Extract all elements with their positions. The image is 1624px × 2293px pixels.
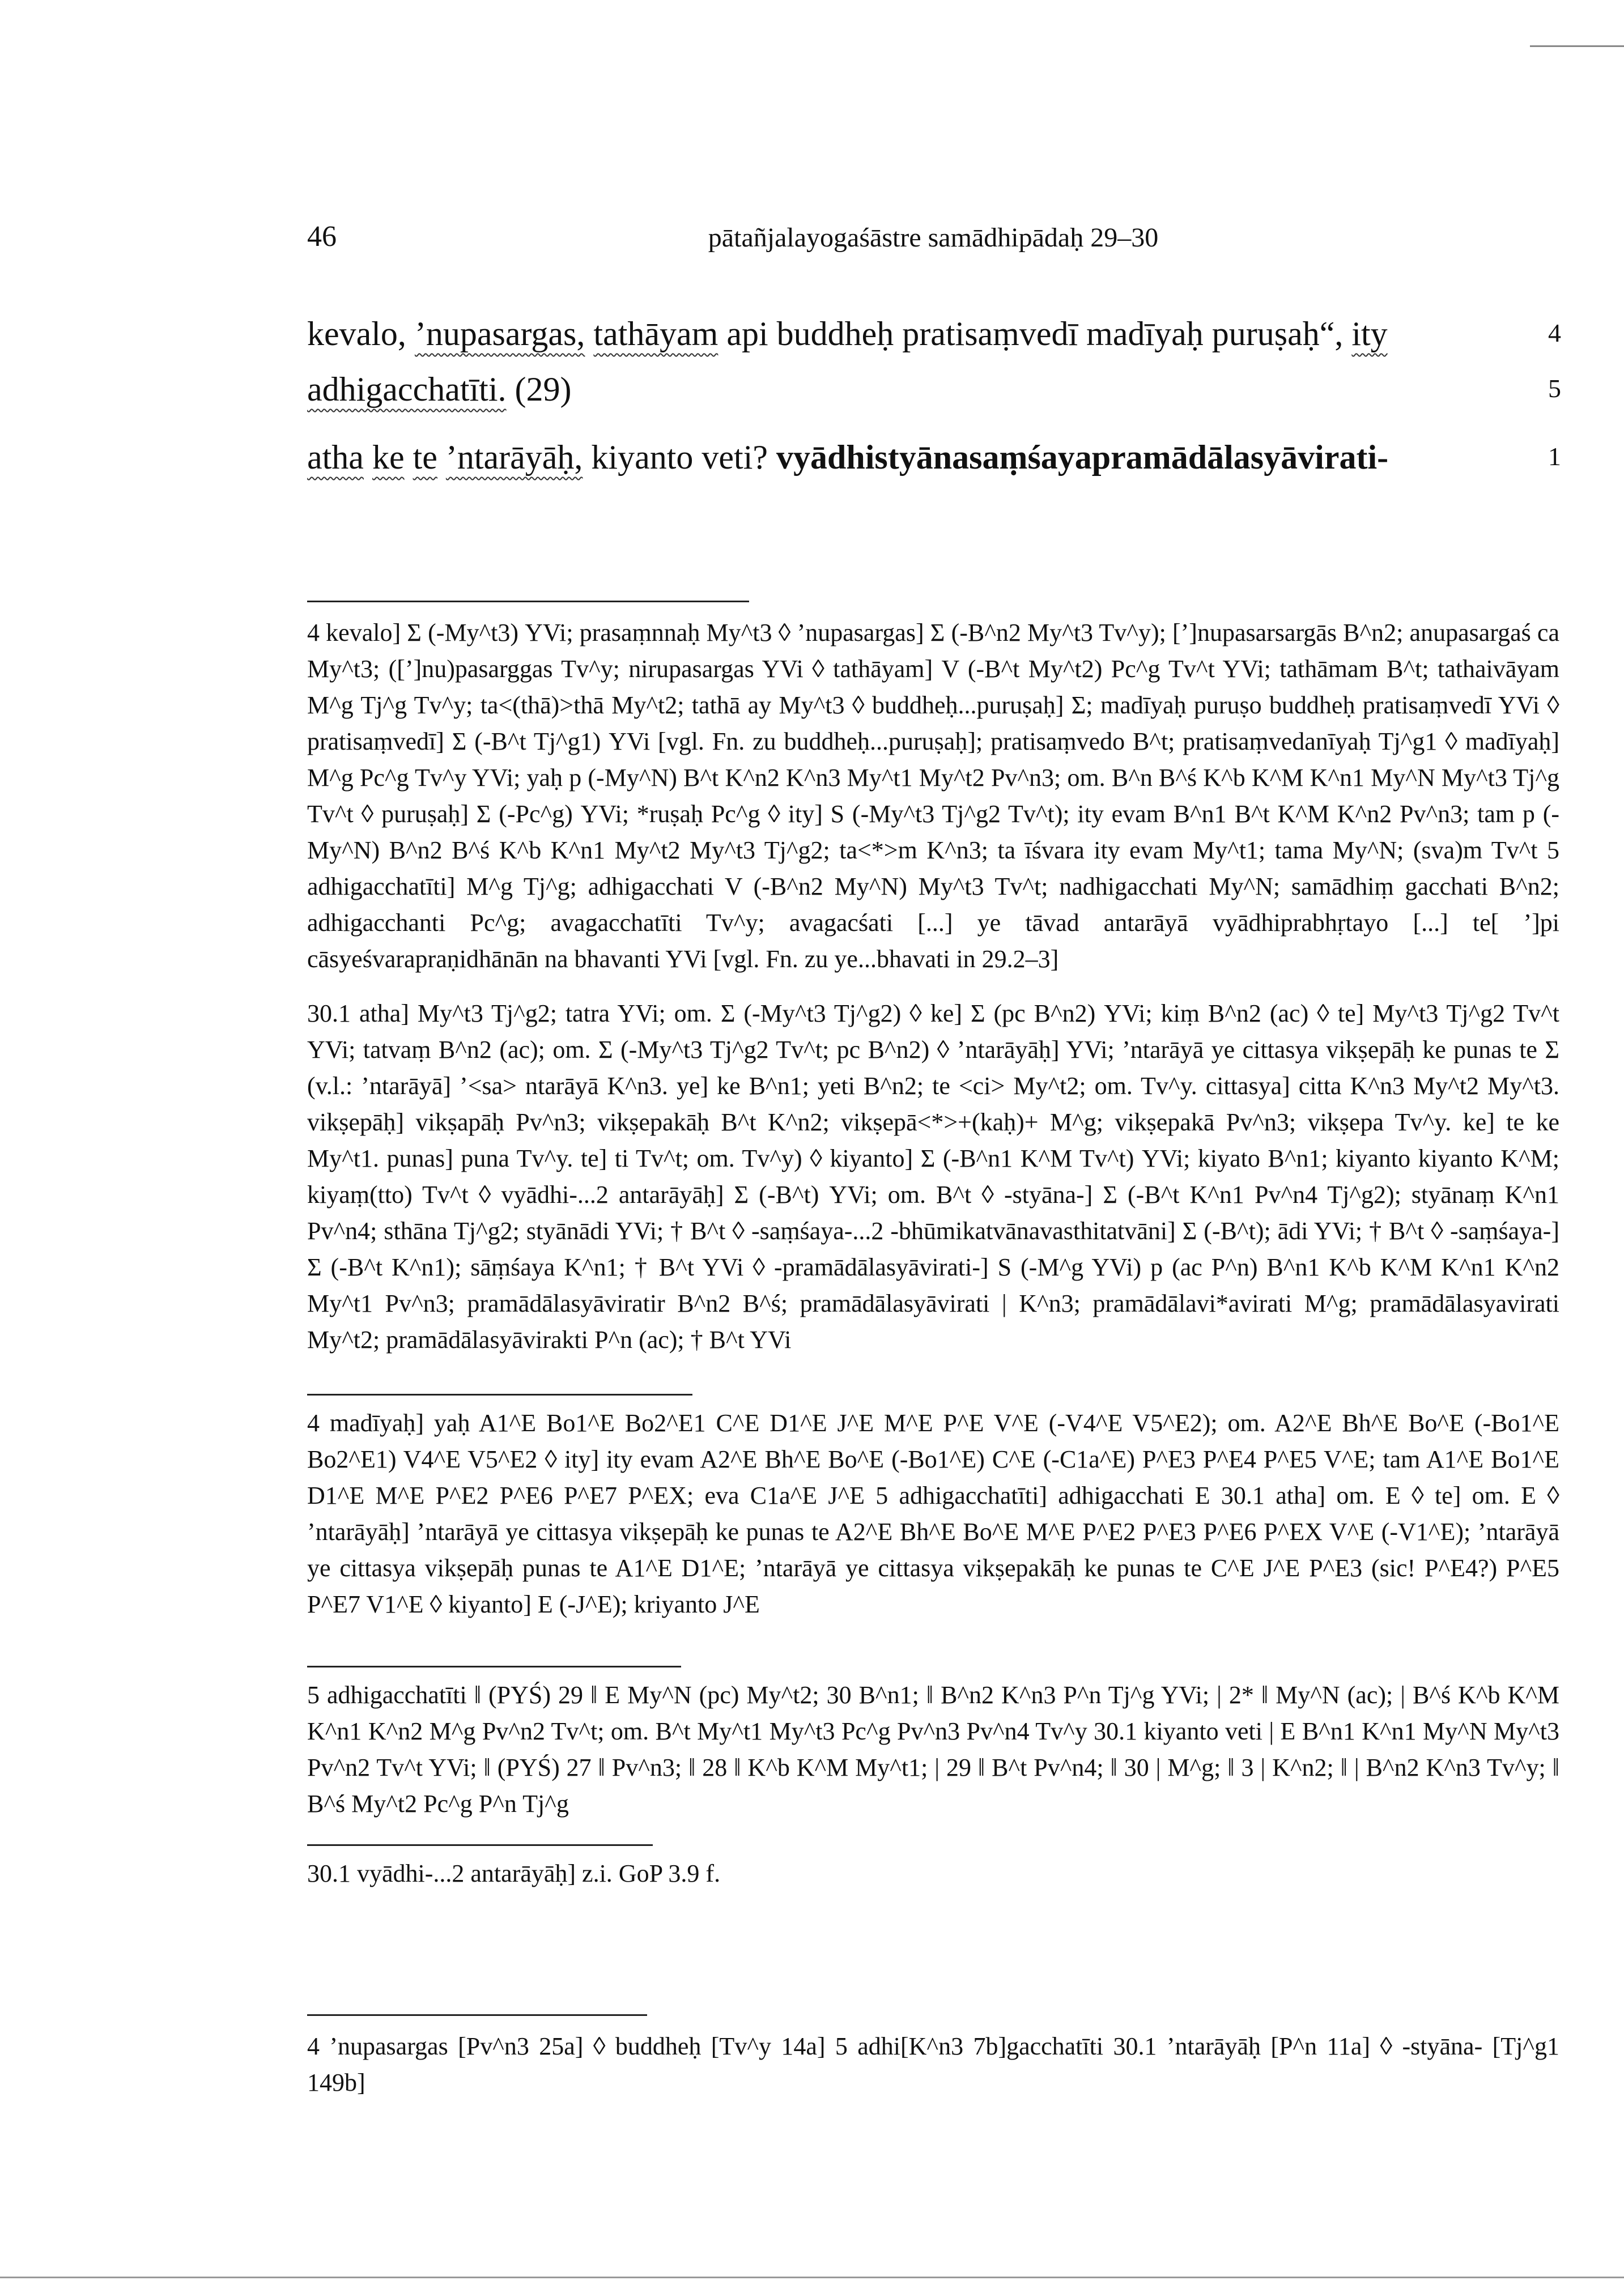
apparatus-entry: 4 ’nupasargas [Pv^n3 25a] ◊ buddheḥ [Tv^y 14a] 5 adhi[K^n3 7b]gacchatīti 30.1 ’ntarāyāḥ [P^n 11a] ◊ -styāna- [Tj^g1 149b]	[307, 2032, 1559, 2096]
apparatus-entry: 30.1 atha] My^t3 Tj^g2; tatra YVi; om. Σ (-My^t3 Tj^g2) ◊ ke] Σ (pc B^n2) YVi; kiṃ B^n2 (ac) ◊ te] My^t3 Tj^g2 Tv^t YVi; tatvaṃ B^n2 (ac); om. Σ (-My^t3 Tj^g2 Tv^t; pc B^n2) ◊ ’ntarāyāḥ] YVi; ’ntarāyā ye cittasya vikṣepāḥ ke punas te Σ (v.l.: ’ntarāyā] ’<sa> ntarāyā K^n3. ye] ke B^n1; yeti B^n2; te <ci> My^t2; om. Tv^y. cittasya] citta K^n3 My^t2 My^t3. vikṣepāḥ] vikṣapāḥ Pv^n3; vikṣepakāḥ B^t K^n2; vikṣepā<*>+(kaḥ)+ M^g; vikṣepakā Pv^n3; vikṣepa Tv^y. ke] te ke My^t1. punas] puna Tv^y. te] ti Tv^t; om. Tv^y) ◊ kiyanto] Σ (-B^n1 K^M Tv^t) YVi; kiyato B^n1; kiyanto kiyanto K^M; kiyaṃ(tto) Tv^t ◊ vyādhi-...2 antarāyāḥ] Σ (-B^t) YVi; om. B^t ◊ -styāna-] Σ (-B^t K^n1 Pv^n4 Tj^g2); styānaṃ K^n1 Pv^n4; sthāna Tj^g2; styānādi YVi; † B^t ◊ -saṃśaya-...2 -bhūmikatvānavasthitatvāni] Σ (-B^t); ādi YVi; † B^t ◊ -saṃśaya-] Σ (-B^t K^n1); sāṃśaya K^n1; † B^t YVi ◊ -pramādālasyāvirati-] S (-M^g YVi) p (ac P^n) B^n1 K^b K^M K^n1 K^n2 My^t1 Pv^n3; pramādālasyāviratir B^n2 B^ś; pramādālasyāvirati | K^n3; pramādālavi*avirati M^g; pramādālasyavirati My^t2; pramādālasyāvirakti P^n (ac); † B^t YVi	[307, 999, 1559, 1354]
testimonia	[307, 1856, 1559, 1910]
page-header	[307, 220, 1559, 259]
apparatus-manuscripts	[307, 615, 1559, 1376]
apparatus-editions	[307, 1405, 1559, 1641]
apparatus-entry: 4 madīyaḥ] yaḥ A1^E Bo1^E Bo2^E1 C^E D1^E J^E M^E P^E V^E (-V4^E V5^E2); om. A2^E Bh^E Bo^E (-Bo1^E Bo2^E1) V4^E V5^E2 ◊ ity] ity evam A2^E Bh^E Bo^E (-Bo1^E) C^E (-C1a^E) P^E3 P^E4 P^E5 V^E; tam A1^E Bo1^E D1^E M^E P^E2 P^E6 P^E7 P^EX; eva C1a^E J^E 5 adhigacchatīti] adhigacchati E 30.1 atha] om. E ◊ te] om. E ◊ ’ntarāyāḥ] ’ntarāyā ye cittasya vikṣepāḥ ke punas te A2^E Bh^E Bo^E M^E P^E2 P^E3 P^E6 P^EX V^E (-V1^E); ’ntarāyā ye cittasya vikṣepāḥ punas te A1^E D1^E; ’ntarāyā ye cittasya vikṣepakāḥ ke punas te C^E J^E P^E3 (sic! P^E4?) P^E5 P^E7 V1^E ◊ kiyanto] E (-J^E); kriyanto J^E	[307, 1409, 1559, 1618]
wavy-underlined-word: ’nupasargas,	[414, 315, 585, 352]
wavy-underlined-word: ity	[1351, 315, 1388, 352]
line-number: 1	[1548, 442, 1561, 471]
page-number: 46	[307, 220, 337, 253]
running-title: pātañjalayogaśāstre samādhipādaḥ 29–30	[708, 223, 1159, 253]
apparatus-entry: 30.1 vyādhi-...2 antarāyāḥ] z.i. GoP 3.9 f.	[307, 1860, 721, 1887]
wavy-underlined-word: adhigacchatīti.	[307, 371, 507, 408]
apparatus-entry: 4 kevalo] Σ (-My^t3) YVi; prasaṃnnaḥ My^t3 ◊ ’nupasargas] Σ (-B^n2 My^t3 Tv^y); [’]nupasarsargās B^n2; anupasargaś ca My^t3; ([’]nu)pasarggas Tv^y; nirupasargas YVi ◊ tathāyam] V (-B^t My^t2) Pc^g Tv^t YVi; tathāmam B^t; tathaivāyam M^g Tj^g Tv^y; ta<(thā)>thā My^t2; tathā ay My^t3 ◊ buddheḥ...puruṣaḥ] Σ; madīyaḥ puruṣo buddheḥ pratisaṃvedī YVi ◊ pratisaṃvedī] Σ (-B^t Tj^g1) YVi [vgl. Fn. zu buddheḥ...puruṣaḥ]; pratisaṃvedo B^t; pratisaṃvedanīyaḥ Tj^g1 ◊ madīyaḥ] M^g Pc^g Tv^y YVi; yaḥ p (-My^N) B^t K^n2 K^n3 My^t1 My^t2 Pv^n3; om. B^n B^ś K^b K^M K^n1 My^N My^t3 Tj^g Tv^t ◊ puruṣaḥ] Σ (-Pc^g) YVi; *ruṣaḥ Pc^g ◊ ity] S (-My^t3 Tj^g2 Tv^t); ity evam B^n1 B^t K^M K^n2 Pv^n3; tam p (-My^N) B^n2 B^ś K^b K^n1 My^t2 My^t3 Tj^g2; ta<*>m K^n3; ta īśvara ity evam My^t1; tama My^N; (sva)m Tv^t 5 adhigacchatīti] M^g Tj^g; adhigacchati V (-B^n2 My^N) My^t3 Tv^t; nadhigacchati My^N; samādhiṃ gacchati B^n2; adhigacchanti Pc^g; avagacchatīti Tv^y; avagacśati [...] ye tāvad antarāyā vyādhiprabhṛtayo [...] te[ ’]pi cāsyeśvarapraṇidhānān na bhavanti YVi [vgl. Fn. zu ye...bhavati in 29.2–3]	[307, 619, 1559, 973]
line-number: 4	[1548, 318, 1561, 347]
text-run: api buddheḥ pratisaṃvedī madīyaḥ puruṣaḥ“,	[726, 315, 1344, 352]
line-number: 5	[1548, 374, 1561, 403]
text-run: kiyanto veti?	[591, 439, 768, 476]
wavy-underlined-word: tathāyam	[593, 315, 719, 352]
page-edge-top	[1530, 45, 1624, 47]
folio-references	[307, 2028, 1559, 2119]
wavy-underlined-word: te	[413, 439, 437, 476]
wavy-underlined-word: ’ntarāyāḥ,	[445, 439, 583, 476]
main-line-5	[307, 370, 1561, 426]
apparatus-rule	[307, 2014, 647, 2016]
apparatus-rule	[307, 1666, 681, 1667]
main-text	[307, 314, 1561, 494]
bold-text-run: vyādhistyānasaṃśayapramādālasyāvirati-	[776, 439, 1389, 476]
wavy-underlined-word: atha	[307, 439, 364, 476]
main-line-4	[307, 314, 1561, 370]
wavy-underlined-word: ke	[372, 439, 405, 476]
text-run: (29)	[515, 371, 572, 408]
apparatus-structure	[307, 1677, 1559, 1840]
apparatus-entry: 5 adhigacchatīti ‖ (PYŚ) 29 ‖ E My^N (pc) My^t2; 30 B^n1; ‖ B^n2 K^n3 P^n Tj^g YVi; | 2* ‖ My^N (ac); | B^ś K^b K^M K^n1 K^n2 M^g Pv^n2 Tv^t; om. B^t My^t1 My^t3 Pc^g Pv^n3 Pv^n4 Tv^y 30.1 kiyanto veti | E B^n1 K^n1 My^N My^t3 Pv^n2 Tv^t YVi; ‖ (PYŚ) 27 ‖ Pv^n3; ‖ 28 ‖ K^b K^M My^t1; | 29 ‖ B^t Pv^n4; ‖ 30 | M^g; ‖ 3 | K^n2; ‖ | B^n2 K^n3 Tv^y; ‖ B^ś My^t2 Pc^g P^n Tj^g	[307, 1681, 1559, 1818]
apparatus-rule	[307, 601, 749, 602]
word: kevalo,	[307, 315, 406, 352]
apparatus-rule	[307, 1394, 692, 1396]
main-line-1	[307, 438, 1561, 494]
page-edge-bottom	[0, 2277, 1624, 2278]
apparatus-rule	[307, 1844, 653, 1846]
